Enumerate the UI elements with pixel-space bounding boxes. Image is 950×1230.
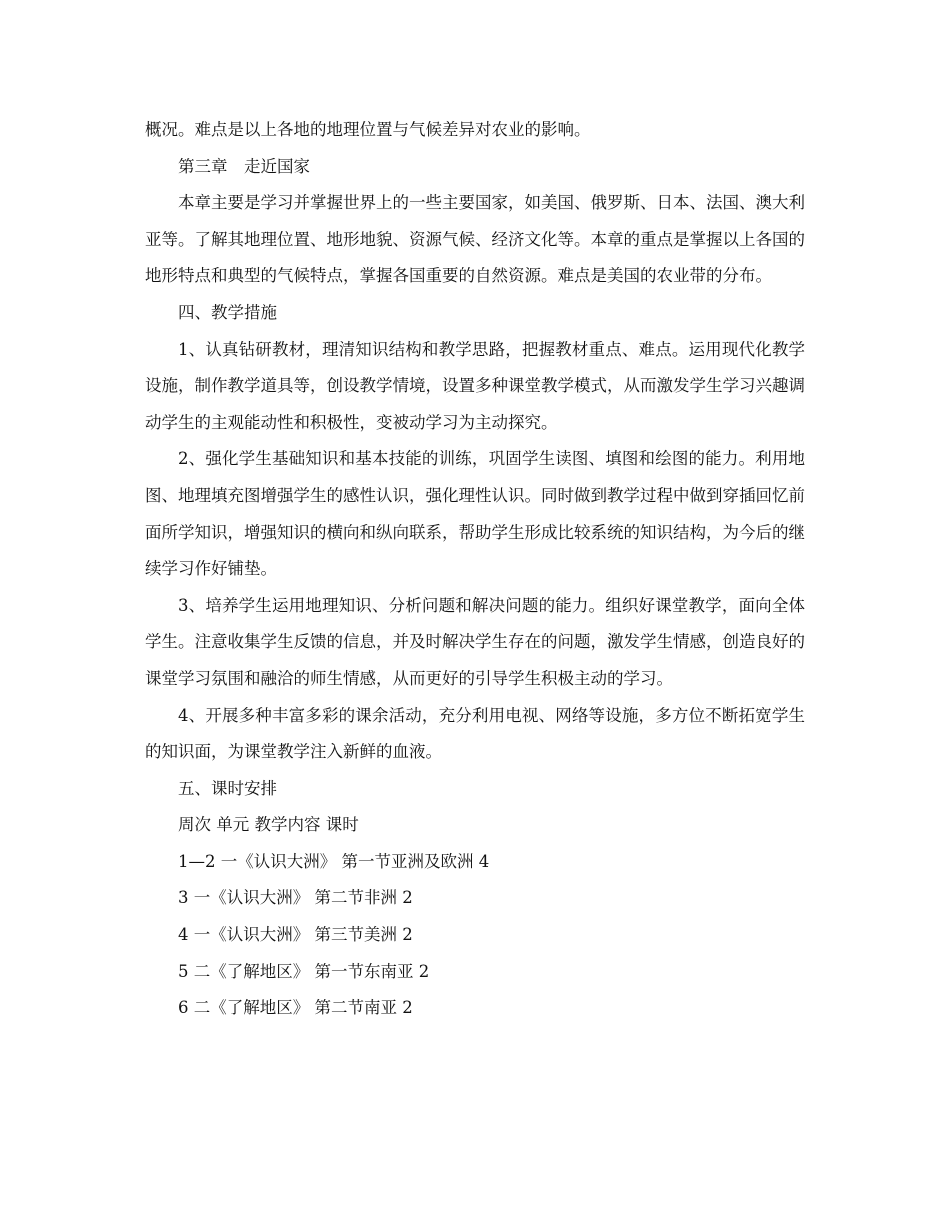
chapter-three-heading: 第三章 走近国家 xyxy=(178,156,310,176)
measure-1-paragraph: 1、认真钻研教材，理清知识结构和教学思路，把握教材重点、难点。运用现代化教学设施，制作教学道具等，创设教学情境，设置多种课堂教学模式，从而激发学生学习兴趣调动学生的主观能动性和积极性，变被动学习为主动探究。 xyxy=(145,339,805,432)
section-schedule-heading: 五、课时安排 xyxy=(178,778,277,798)
measure-2-paragraph: 2、强化学生基础知识和基本技能的训练，巩固学生读图、填图和绘图的能力。利用地图、地理填充图增强学生的感性认识，强化理性认识。同时做到教学过程中做到穿插回忆前面所学知识，增强知识的横向和纵向联系，帮助学生形成比较系统的知识结构，为今后的继续学习作好铺垫。 xyxy=(145,449,805,579)
measure-3-paragraph: 3、培养学生运用地理知识、分析问题和解决问题的能力。组织好课堂教学，面向全体学生。注意收集学生反馈的信息，并及时解决学生存在的问题，激发学生情感，创造良好的课堂学习氛围和融洽的师生情感，从而更好的引导学生积极主动的学习。 xyxy=(145,595,805,688)
paragraph-overview-end: 概况。难点是以上各地的地理位置与气候差异对农业的影响。 xyxy=(145,120,591,139)
schedule-row: 3 一《认识大洲》 第二节非洲 2 xyxy=(178,888,413,908)
schedule-row: 5 二《了解地区》 第一节东南亚 2 xyxy=(178,961,430,981)
chapter-three-description: 本章主要是学习并掌握世界上的一些主要国家，如美国、俄罗斯、日本、法国、澳大利亚等。了解其地理位置、地形地貌、资源气候、经济文化等。本章的重点是掌握以上各国的地形特点和典型的气候特点，掌握各国重要的自然资源。难点是美国的农业带的分布。 xyxy=(145,193,805,286)
schedule-header: 周次 单元 教学内容 课时 xyxy=(178,815,359,835)
schedule-row: 1—2 一《认识大洲》 第一节亚洲及欧洲 4 xyxy=(178,851,490,871)
document-page xyxy=(145,112,805,1027)
section-teaching-measures-heading: 四、教学措施 xyxy=(178,302,277,322)
schedule-row: 4 一《认识大洲》 第三节美洲 2 xyxy=(178,925,413,945)
measure-4-paragraph: 4、开展多种丰富多彩的课余活动，充分利用电视、网络等设施，多方位不断拓宽学生的知识面，为课堂教学注入新鲜的血液。 xyxy=(145,705,805,762)
schedule-list xyxy=(145,807,805,1027)
schedule-row: 6 二《了解地区》 第二节南亚 2 xyxy=(178,998,413,1018)
